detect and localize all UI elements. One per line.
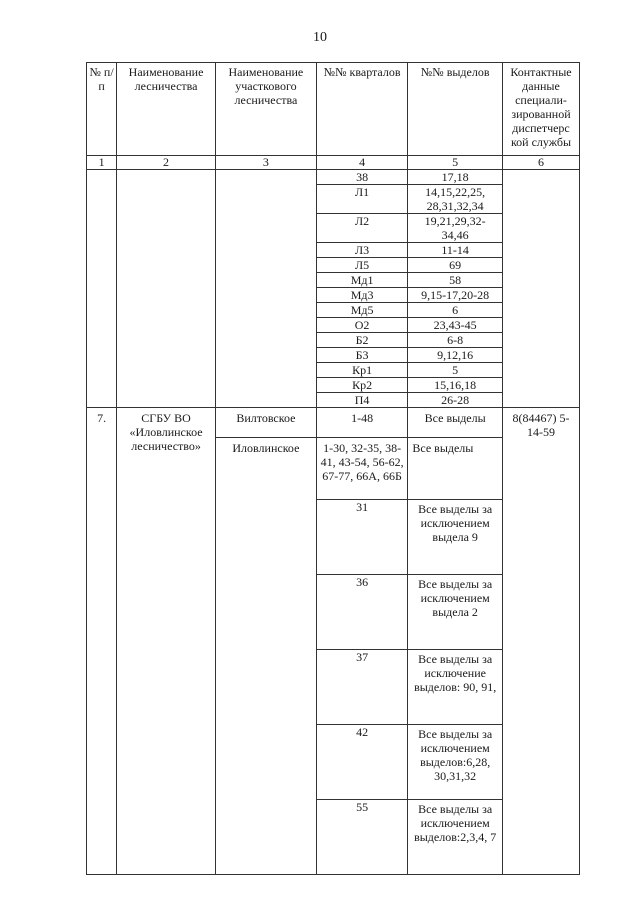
quarter-cell: Б2 [316, 333, 408, 348]
quarter-cell: Мд5 [316, 303, 408, 318]
quarter-cell: Мд1 [316, 273, 408, 288]
section-cell: Все выделы за исключение выделов: 90, 91, [408, 650, 503, 725]
quarter-cell: 38 [316, 170, 408, 185]
section-cell: 19,21,29,32- 34,46 [408, 214, 503, 243]
num-cell-empty [87, 170, 117, 408]
quarter-cell: Мд3 [316, 288, 408, 303]
header-contacts: Контактные данные специали-зированной диспетчерс кой службы [502, 63, 579, 156]
section-cell: 23,43-45 [408, 318, 503, 333]
column-number: 2 [117, 156, 216, 170]
quarter-cell: Л1 [316, 185, 408, 214]
section-cell: Все выделы за исключением выделов:2,3,4, 7 [408, 800, 503, 875]
section-cell: 5 [408, 363, 503, 378]
section-cell: Все выделы за исключением выделов:6,28, 30,31,32 [408, 725, 503, 800]
header-sections: №№ выделов [408, 63, 503, 156]
column-number: 4 [316, 156, 408, 170]
section-cell: 17,18 [408, 170, 503, 185]
section-cell: 6-8 [408, 333, 503, 348]
district-name: Вилтовское [215, 408, 316, 438]
forestry-cell-empty [117, 170, 216, 408]
section-cell: 9,12,16 [408, 348, 503, 363]
section-cell: 69 [408, 258, 503, 273]
contact-cell: 8(84467) 5-14-59 [502, 408, 579, 875]
header-row [87, 63, 580, 156]
section-cell: 6 [408, 303, 503, 318]
quarter-cell: Л3 [316, 243, 408, 258]
section-cell: Все выделы за исключением выдела 2 [408, 575, 503, 650]
quarter-cell: О2 [316, 318, 408, 333]
district-cell-empty [215, 170, 316, 408]
entry-number: 7. [87, 408, 117, 875]
quarter-cell: 31 [316, 500, 408, 575]
quarter-cell: 1-30, 32-35, 38-41, 43-54, 56-62, 67-77, 66А, 66Б [316, 438, 408, 500]
section-cell: Все выделы [408, 438, 503, 500]
header-num: № п/п [87, 63, 117, 156]
contact-cell-empty [502, 170, 579, 408]
district-name: Иловлинское [215, 438, 316, 875]
quarter-cell: Б3 [316, 348, 408, 363]
quarter-cell: 36 [316, 575, 408, 650]
quarter-cell: Кр2 [316, 378, 408, 393]
section-cell: 9,15-17,20-28 [408, 288, 503, 303]
header-forestry: Наименование лесничества [117, 63, 216, 156]
section-cell: 58 [408, 273, 503, 288]
quarter-cell: П4 [316, 393, 408, 408]
section-cell: Все выделы [408, 408, 503, 438]
column-number: 3 [215, 156, 316, 170]
table-row [87, 170, 580, 185]
section-cell: 15,16,18 [408, 378, 503, 393]
column-number: 1 [87, 156, 117, 170]
section-cell: Все выделы за исключением выдела 9 [408, 500, 503, 575]
section-cell: 26-28 [408, 393, 503, 408]
header-quarters: №№ кварталов [316, 63, 408, 156]
quarter-cell: 42 [316, 725, 408, 800]
section-cell: 11-14 [408, 243, 503, 258]
forestry-table [86, 62, 580, 875]
forestry-name: СГБУ ВО «Иловлинское лесничество» [117, 408, 216, 875]
quarter-cell: Л2 [316, 214, 408, 243]
page-number: 10 [313, 30, 327, 45]
quarter-cell: Кр1 [316, 363, 408, 378]
column-number-row [87, 156, 580, 170]
table-row [87, 408, 580, 438]
section-cell: 14,15,22,25, 28,31,32,34 [408, 185, 503, 214]
header-district: Наименование участкового лесничества [215, 63, 316, 156]
quarter-cell: Л5 [316, 258, 408, 273]
column-number: 5 [408, 156, 503, 170]
quarter-cell: 55 [316, 800, 408, 875]
column-number: 6 [502, 156, 579, 170]
quarter-cell: 1-48 [316, 408, 408, 438]
quarter-cell: 37 [316, 650, 408, 725]
